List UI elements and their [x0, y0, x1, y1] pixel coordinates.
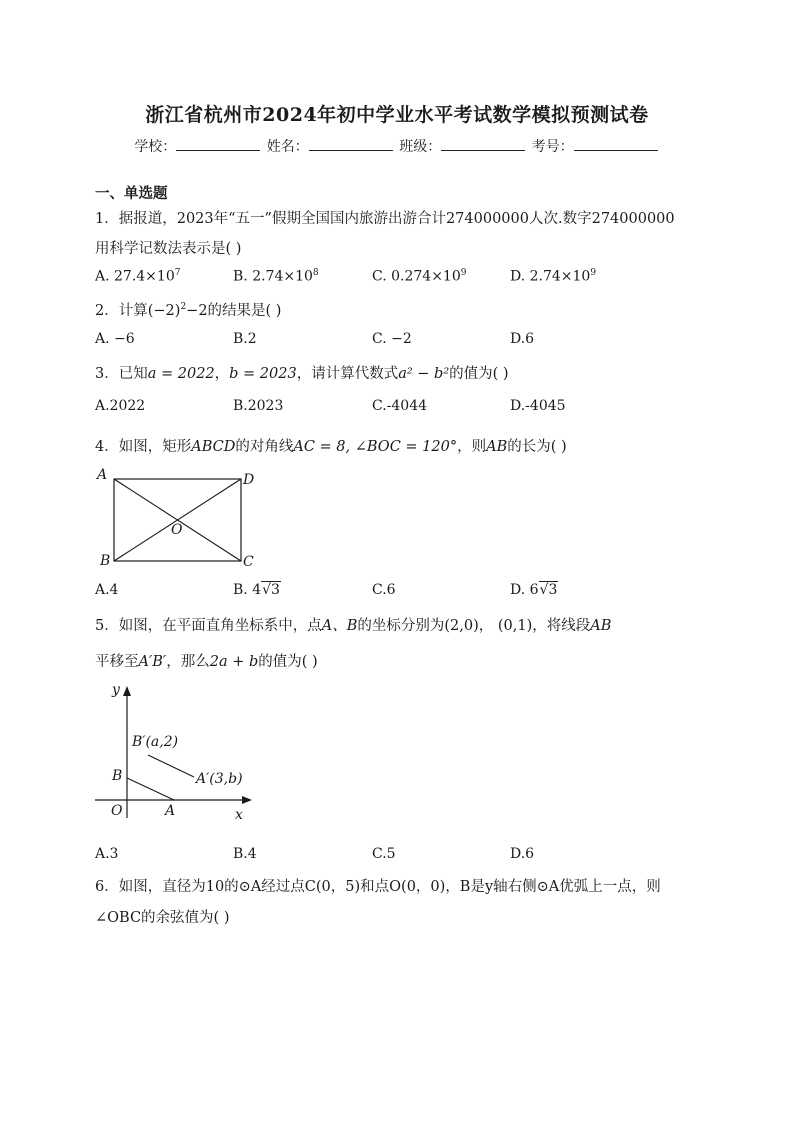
label-b: B: [112, 768, 123, 784]
q2-option-c: C. −2: [372, 331, 412, 347]
q1-line2: 用科学记数法表示是( ): [95, 241, 242, 257]
q5-line2: 平移至A′B′，那么2a + b的值为( ): [95, 654, 318, 670]
name-blank[interactable]: [309, 138, 393, 151]
label-o: O: [171, 522, 183, 538]
q1-option-a: A. $27.4\times 10^7$: [95, 268, 181, 285]
q3-option-b: B.2023: [233, 398, 284, 414]
q5-option-b: B.4: [233, 846, 257, 862]
section-heading: 一、单选题: [95, 185, 168, 202]
label-a: A: [165, 803, 176, 819]
label-y: y: [112, 682, 120, 698]
q3-option-d: D.-4045: [510, 398, 566, 414]
q1-option-c: C. $0.274\times 10^9$: [372, 268, 467, 285]
q3-option-a: A.2022: [95, 398, 146, 414]
label-o: O: [111, 803, 123, 819]
label-a: A: [97, 467, 108, 483]
name-label: 姓名：: [266, 139, 309, 155]
school-blank[interactable]: [176, 138, 260, 151]
exam-no-blank[interactable]: [574, 138, 658, 151]
q3-stem: 3．已知a = 2022，b = 2023，请计算代数式a² − b²的值为( ): [95, 366, 509, 382]
q4-option-d: D. 6√3: [510, 582, 558, 598]
exam-no-label: 考号：: [531, 139, 574, 155]
q1-option-d: D. $2.74\times 10^9$: [510, 268, 597, 285]
label-a-prime: A′(3,b): [196, 771, 243, 787]
q4-rectangle-figure: [95, 462, 265, 572]
label-x: x: [235, 807, 243, 823]
q4-stem: 4．如图，矩形ABCD的对角线AC = 8, ∠BOC = 120°，则AB的长为( ): [95, 439, 567, 455]
q4-option-a: A.4: [95, 582, 119, 598]
x-axis-arrow-icon: [242, 796, 252, 804]
page-title: 浙江省杭州市2024年初中学业水平考试数学模拟预测试卷: [145, 104, 649, 126]
q2-option-a: A. −6: [95, 331, 135, 347]
q5-line1: 5．如图，在平面直角坐标系中，点A、B的坐标分别为(2,0)， (0,1)，将线段AB: [95, 618, 612, 634]
label-d: D: [243, 472, 255, 488]
label-b-prime: B′(a,2): [132, 734, 179, 750]
q1-line1: 1．据报道，2023年“五一”假期全国国内旅游出游合计274000000人次.数字274000000: [95, 211, 675, 227]
school-label: 学校：: [134, 139, 177, 155]
q1-option-b: B. $2.74\times 10^8$: [233, 268, 319, 285]
label-b: B: [100, 553, 111, 569]
q5-option-d: D.6: [510, 846, 535, 862]
y-axis-arrow-icon: [123, 686, 131, 696]
student-info-line: [0, 136, 794, 156]
segment-ab: [127, 778, 174, 800]
class-label: 班级：: [399, 139, 442, 155]
q5-coordinate-figure: [90, 678, 260, 828]
q5-option-c: C.5: [372, 846, 396, 862]
q5-option-a: A.3: [95, 846, 119, 862]
q6-line1: 6．如图，直径为10的⊙A经过点C(0，5)和点O(0，0)，B是y轴右侧⊙A优弧上一点，则: [95, 879, 661, 895]
q6-line2: ∠OBC的余弦值为( ): [95, 910, 230, 926]
q4-option-b: B. 4√3: [233, 582, 280, 598]
q3-option-c: C.-4044: [372, 398, 428, 414]
q2-option-b: B.2: [233, 331, 257, 347]
segment-a-prime-b-prime: [148, 755, 194, 777]
label-c: C: [243, 554, 254, 570]
q2-stem: 2．计算$(-2)^2-2$的结果是( ): [95, 302, 282, 319]
q4-option-c: C.6: [372, 582, 396, 598]
q2-option-d: D.6: [510, 331, 535, 347]
class-blank[interactable]: [441, 138, 525, 151]
